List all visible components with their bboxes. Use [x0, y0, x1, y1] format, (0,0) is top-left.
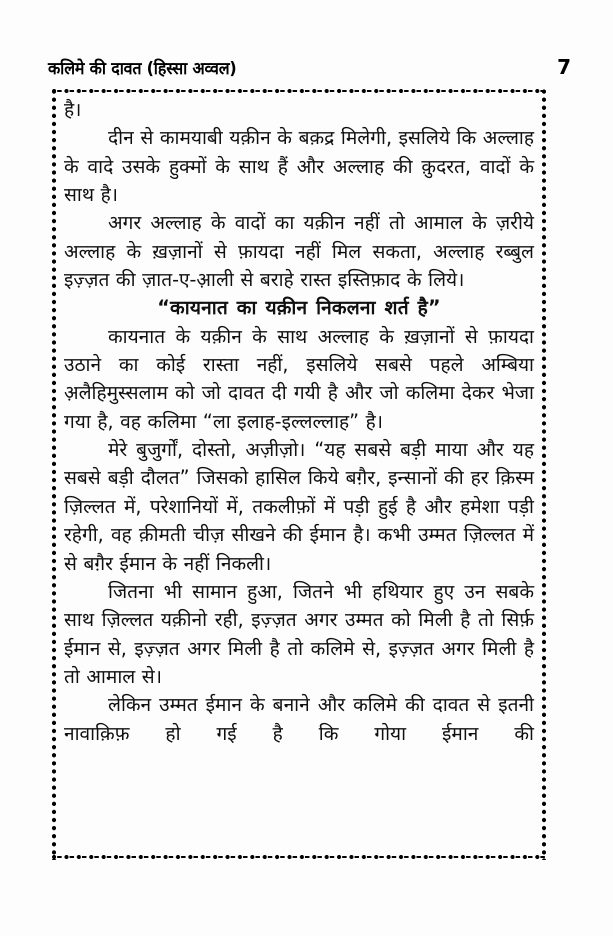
page-header	[48, 48, 571, 78]
paragraph-lekin-ummat-iman: लेकिन उम्मत ईमान के बनाने और कलिमे की दावत से इतनी नावाक़िफ़ हो गई है कि गोया ईमान की	[64, 693, 534, 745]
continuation-line: है।	[64, 98, 82, 121]
paragraph-mere-buzurgo: मेरे बुजुर्गों, दोस्तो, अज़ीज़ो। “यह सबसे बड़ी माया और यह सबसे बड़ी दौलत” जिसको हासिल किये बग़ैर, इन्सानों की हर क़िस्म ज़िल्लत में, परेशानियों में, तकलीफ़ों में पड़ी हुई है और हमेशा पड़ी रहेगी, वह क़ीमती चीज़ सीखने की ईमान है। कभी उम्मत ज़िल्लत में से बग़ैर ईमान के नहीं निकली।	[64, 438, 534, 575]
body-text-column	[64, 96, 534, 748]
border-edge-bottom	[51, 854, 547, 860]
border-edge-right	[541, 88, 547, 860]
section-heading-kaynat-ka-yaqeen: “कायनात का यक़ीन निकलना शर्त है”	[157, 296, 441, 320]
paragraph-kaynat-ke-yaqeen: कायनात के यक़ीन के साथ अल्लाह के ख़ज़ानों से फ़ायदा उठाने का कोई रास्ता नहीं, इसलिये सबसे पहले अम्बिया अ़लैहिमुस्सलाम को जो दावत दी गयी है और जो कलिमा देकर भेजा गया है, वह कलिमा “ला इलाह-इल्लल्लाह” है।	[64, 324, 534, 433]
border-edge-top	[51, 88, 547, 94]
paragraph-agar-allah-ke-vadon: अगर अल्लाह के वादों का यक़ीन नहीं तो आमाल के ज़रीये अल्लाह के ख़ज़ानों से फ़ायदा नहीं मिल सकता, अल्लाह रब्बुल इज़्ज़त की ज़ात-ए-आ़ली से बराहे रास्त इस्तिफ़ाद के लिये।	[64, 211, 534, 292]
border-edge-left	[51, 88, 57, 860]
header-title: कलिमे की दावत (हिस्सा अव्वल)	[48, 59, 237, 79]
paragraph-jitna-bhi-saman: जितना भी सामान हुआ, जितने भी हथियार हुए उन सबके साथ ज़िल्लत यक़ीनो रही, इज़्ज़त अगर उम्मत को मिली है तो सिर्फ़ ईमान से, इज़्ज़त अगर मिली है तो कलिमे से, इज़्ज़त अगर मिली है तो आमाल से।	[64, 579, 534, 688]
page-number: 7	[557, 55, 571, 79]
paragraph-deen-se-kamyabi: दीन से कामयाबी यक़ीन के बक़द्र मिलेगी, इसलिये कि अल्लाह के वादे उसके हुक्मों के साथ हैं और अल्लाह की क़ुदरत, वादों के साथ है।	[64, 126, 534, 207]
